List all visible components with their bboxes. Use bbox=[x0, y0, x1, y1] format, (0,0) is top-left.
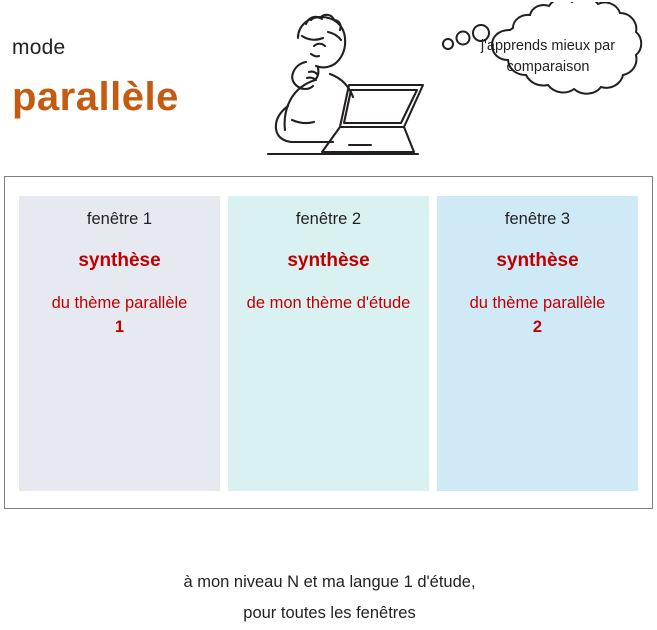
column-1-synthese: synthèse bbox=[78, 250, 161, 271]
column-3-subtitle: du thème parallèle bbox=[469, 294, 606, 312]
mode-title: parallèle bbox=[12, 75, 179, 119]
panel-footer-text bbox=[5, 567, 654, 630]
column-2-subtitle: de mon thème d'étude bbox=[246, 294, 411, 312]
column-2-synthese: synthèse bbox=[287, 250, 370, 271]
column-fenetre-2 bbox=[228, 196, 429, 491]
column-3-subtitle-block bbox=[437, 292, 638, 340]
mode-panel bbox=[4, 176, 653, 623]
column-1-emphasis: 1 bbox=[114, 317, 125, 336]
footer-line-2: pour toutes les fenêtres bbox=[243, 604, 416, 623]
header bbox=[0, 0, 657, 172]
footer-line-1: à mon niveau N et ma langue 1 d'étude, bbox=[183, 573, 476, 591]
column-3-synthese: synthèse bbox=[496, 250, 579, 271]
column-1-subtitle: du thème parallèle bbox=[51, 294, 188, 312]
column-2-subtitle-block bbox=[228, 292, 429, 316]
column-3-emphasis: 2 bbox=[532, 317, 543, 336]
person-at-laptop-icon bbox=[210, 2, 440, 174]
mode-label: mode bbox=[12, 36, 66, 59]
columns-container bbox=[19, 196, 640, 491]
column-3-title: fenêtre 3 bbox=[504, 210, 571, 228]
column-fenetre-1 bbox=[19, 196, 220, 491]
column-2-title: fenêtre 2 bbox=[295, 210, 362, 228]
column-1-subtitle-block bbox=[19, 292, 220, 340]
thought-bubble-text: j'apprends mieux par comparaison bbox=[480, 38, 616, 75]
column-1-title: fenêtre 1 bbox=[86, 210, 153, 228]
column-fenetre-3 bbox=[437, 196, 638, 491]
